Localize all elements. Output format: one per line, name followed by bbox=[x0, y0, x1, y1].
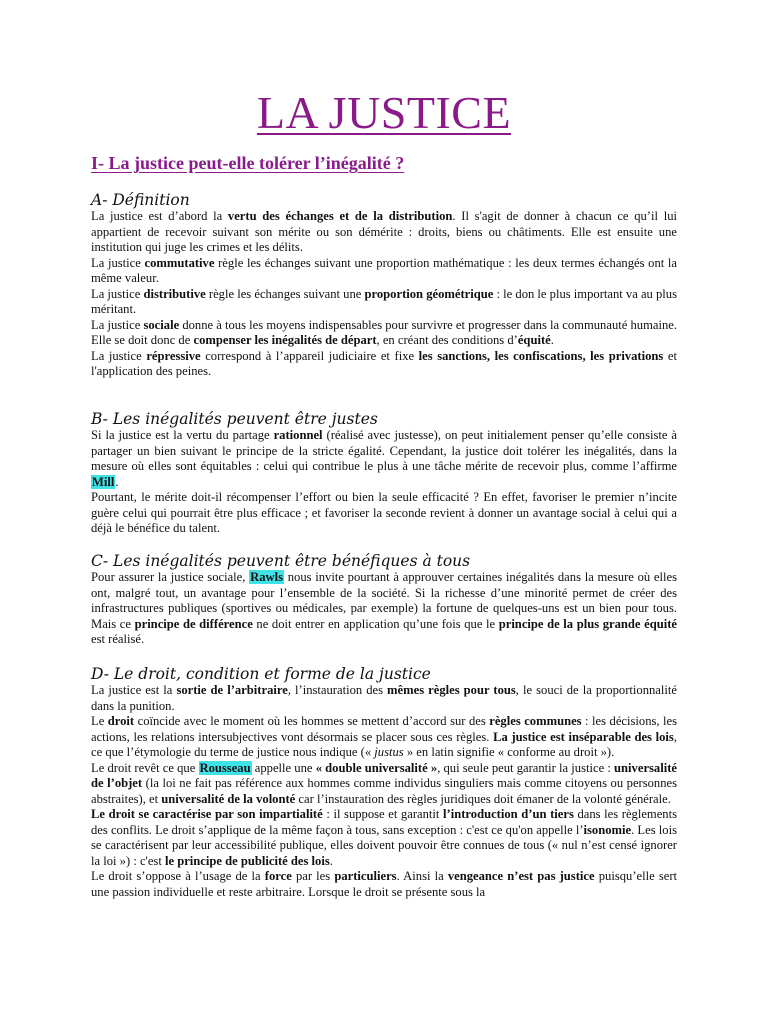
paragraph: La justice est la sortie de l’arbitraire, l’instauration des mêmes règles pour tous, le souci de la proportionnalité dans la punition. bbox=[91, 683, 677, 713]
subsection-title-c: C- Les inégalités peuvent être bénéfiques à tous bbox=[91, 552, 471, 570]
document-title: LA JUSTICE bbox=[256, 87, 512, 138]
subsection-a-text bbox=[91, 209, 677, 380]
subsection-c-text bbox=[91, 570, 677, 648]
subsection-title-d: D- Le droit, condition et forme de la justice bbox=[91, 665, 431, 683]
paragraph: La justice commutative règle les échanges suivant une proportion mathématique : les deux termes échangés ont la même valeur. bbox=[91, 255, 677, 285]
paragraph: La justice répressive correspond à l’appareil judiciaire et fixe les sanctions, les confiscations, les privations et l'application des peines. bbox=[91, 348, 677, 378]
paragraph: Le droit s’oppose à l’usage de la force par les particuliers. Ainsi la vengeance n’est pas justice puisqu’elle sert une passion individuelle et reste arbitraire. Lorsque le droit se présente sous la bbox=[91, 869, 678, 899]
subsection-d-text bbox=[91, 683, 677, 900]
paragraph: Pourtant, le mérite doit-il récompenser l’effort ou bien la seule efficacité ? En effet, favoriser le premier n’incite guère celui qui pourrait être plus efficace ; et favoriser la seconde revient à donner un avantage social à celui qui a déjà le bénéfice du talent. bbox=[91, 490, 677, 535]
paragraph: Le droit coïncide avec le moment où les hommes se mettent d’accord sur des règles communes : les décisions, les actions, les relations intersubjectives vont désormais se placer sous ces règles. La justice est inséparable des lois, ce que l’étymologie du terme de justice nous indique (« justus » en latin signifie « conforme au droit »). bbox=[91, 714, 678, 759]
paragraph: Si la justice est la vertu du partage rationnel (réalisé avec justesse), on peut initialement penser qu’elle consiste à partager un bien suivant le principe de la stricte égalité. Cependant, la justice doit tolérer les inégalités, dans la mesure où elles sont équitables : celui qui contribue le plus à une tâche mérite de recevoir plus, comme l’affirme Mill. bbox=[91, 428, 677, 489]
paragraph: Le droit se caractérise par son impartialité : il suppose et garantit l’introduction d’un tiers dans les règlements des conflits. Le droit s’applique de la même façon à tous, sans exception : c'est ce qu'on appelle l’isonomie. Les lois se caractérisent par leur accessibilité publique, elles doivent pouvoir être connues de tous (« nul n’est censé ignorer la loi ») : c'est le principe de publicité des lois. bbox=[91, 807, 678, 868]
paragraph: La justice sociale donne à tous les moyens indispensables pour survivre et progresser dans la communauté humaine. Elle se doit donc de compenser les inégalités de départ, en créant des conditions d’équité. bbox=[91, 317, 677, 347]
paragraph: Pour assurer la justice sociale, Rawls nous invite pourtant à approuver certaines inégalités dans la mesure où elles ont, malgré tout, un avantage pour l’ensemble de la société. Si la richesse d’une minorité permet de créer des infrastructures publiques (sportives ou médicales, par exemple) la fortune de quelques-uns est un bien pour tous. Mais ce principe de différence ne doit entrer en application qu’une fois que le principe de la plus grande équité est réalisé. bbox=[91, 570, 677, 646]
subsection-title-a: A- Définition bbox=[91, 191, 190, 209]
paragraph: La justice est d’abord la vertu des échanges et de la distribution. Il s'agit de donner à chacun ce qu’il lui appartient de recevoir suivant son mérite ou son démérite : droits, biens ou châtiments. Elle est ensuite une institution qui juge les crimes et les délits. bbox=[91, 209, 677, 254]
paragraph: Le droit revêt ce que Rousseau appelle une « double universalité », qui seule peut garantir la justice : universalité de l’objet (la loi ne fait pas référence aux hommes comme individus singuliers mais comme citoyens ou personnes abstraites), et universalité de la volonté car l’instauration des règles juridiques doit émaner de la volonté générale. bbox=[91, 760, 678, 806]
subsection-b-text bbox=[91, 428, 677, 537]
subsection-title-b: B- Les inégalités peuvent être justes bbox=[91, 410, 378, 428]
section-title: I- La justice peut-elle tolérer l’inégalité ? bbox=[91, 153, 405, 173]
paragraph: La justice distributive règle les échanges suivant une proportion géométrique : le don le plus important va au plus méritant. bbox=[91, 286, 677, 316]
